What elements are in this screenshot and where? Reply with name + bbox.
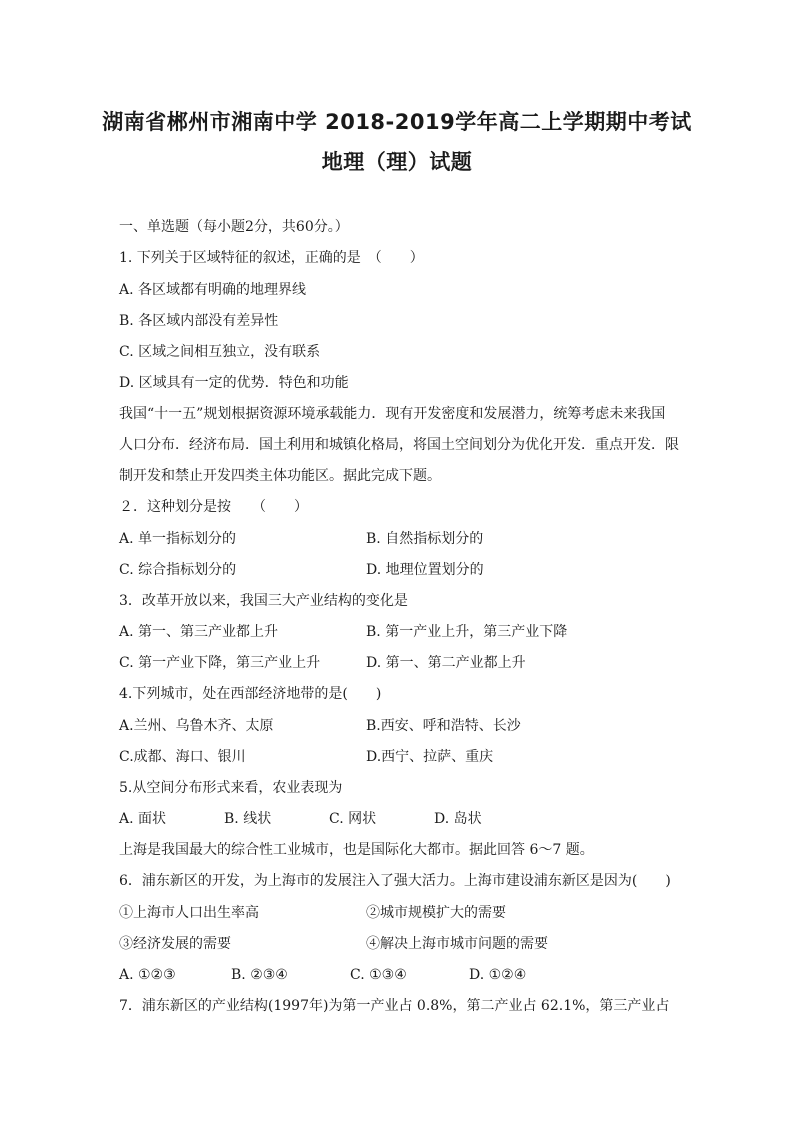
question-6-option-d: D. ①②④ (469, 967, 527, 983)
exam-title-line1: 湖南省郴州市湘南中学 2018-2019学年高二上学期期中考试 (102, 110, 692, 134)
question-1-option-b: B. 各区域内部没有差异性 (119, 313, 279, 329)
question-2-option-b: B. 自然指标划分的 (366, 531, 484, 547)
question-7-stem: 7．浦东新区的产业结构(1997年)为第一产业占 0.8%，第二产业占 62.1%，第三产业占 (119, 998, 670, 1014)
question-6-statement-3: ③经济发展的需要 (119, 936, 231, 952)
question-1-stem: 1. 下列关于区域特征的叙述，正确的是 （ ） (119, 250, 424, 266)
passage-2-line-1: 上海是我国最大的综合性工业城市，也是国际化大都市。据此回答 6～7 题。 (119, 842, 594, 858)
question-1-option-a: A. 各区域都有明确的地理界线 (119, 282, 307, 298)
section-heading: 一、单选题（每小题2分，共60分。） (119, 219, 349, 235)
passage-1-line-3: 制开发和禁止开发四类主体功能区。据此完成下题。 (119, 468, 441, 484)
question-3-option-c: C. 第一产业下降，第三产业上升 (119, 655, 321, 671)
question-4-option-d: D.西宁、拉萨、重庆 (366, 749, 494, 765)
passage-1-line-1: 我国“十一五”规划根据资源环境承载能力．现有开发密度和发展潜力，统筹考虑未来我国 (119, 406, 666, 422)
question-2-option-a: A. 单一指标划分的 (119, 531, 237, 547)
question-5-option-a: A. 面状 (119, 811, 167, 827)
question-6-statement-2: ②城市规模扩大的需要 (366, 905, 506, 921)
question-1-option-c: C. 区域之间相互独立，没有联系 (119, 344, 321, 360)
question-6-option-a: A. ①②③ (119, 967, 176, 983)
question-4-stem: 4.下列城市，处在西部经济地带的是( ) (119, 686, 382, 702)
question-6-statement-1: ①上海市人口出生率高 (119, 905, 259, 921)
question-4-option-b: B.西安、呼和浩特、长沙 (366, 718, 521, 734)
question-3-option-d: D. 第一、第二产业都上升 (366, 655, 526, 671)
question-6-option-b: B. ②③④ (231, 967, 288, 983)
question-1-option-d: D. 区域具有一定的优势．特色和功能 (119, 375, 349, 391)
question-5-option-d: D. 岛状 (434, 811, 482, 827)
question-3-option-b: B. 第一产业上升，第三产业下降 (366, 624, 568, 640)
question-3-stem: 3．改革开放以来，我国三大产业结构的变化是 (119, 593, 408, 609)
question-6-stem: 6．浦东新区的开发，为上海市的发展注入了强大活力。上海市建设浦东新区是因为( ) (119, 873, 671, 889)
question-5-option-c: C. 网状 (329, 811, 377, 827)
question-2-stem: ２．这种划分是按 （ ） (119, 499, 308, 515)
question-6-option-c: C. ①③④ (350, 967, 407, 983)
question-2-option-d: D. 地理位置划分的 (366, 562, 484, 578)
question-4-option-a: A.兰州、乌鲁木齐、太原 (119, 718, 274, 734)
question-5-stem: 5.从空间分布形式来看，农业表现为 (119, 780, 343, 796)
question-6-statement-4: ④解决上海市城市问题的需要 (366, 936, 548, 952)
question-4-option-c: C.成都、海口、银川 (119, 749, 246, 765)
question-2-option-c: C. 综合指标划分的 (119, 562, 237, 578)
question-3-option-a: A. 第一、第三产业都上升 (119, 624, 279, 640)
question-5-option-b: B. 线状 (224, 811, 272, 827)
exam-title-line2: 地理（理）试题 (321, 150, 473, 174)
passage-1-line-2: 人口分布．经济布局．国土利用和城镇化格局，将国土空间划分为优化开发．重点开发．限 (119, 437, 679, 453)
